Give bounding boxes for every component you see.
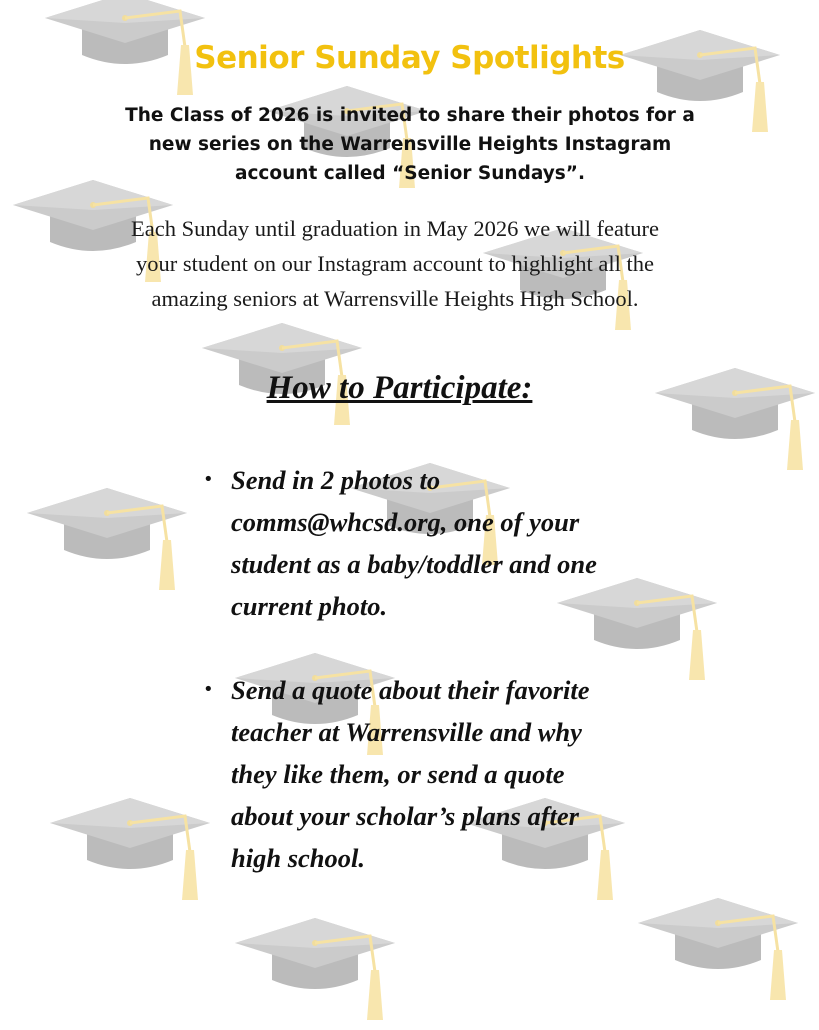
section-heading: How to Participate: <box>266 370 533 406</box>
bullet-icon: • <box>203 469 214 490</box>
participation-steps <box>203 459 623 879</box>
list-item <box>203 669 623 879</box>
step-text: Send a quote about their favorite teacher at Warrensville and why they like them, or send a quote about your scholar’s plans after high school. <box>231 675 590 873</box>
step-text: Send in 2 photos to comms@whcsd.org, one of your student as a baby/toddler and one current photo. <box>231 465 597 621</box>
list-item <box>203 459 623 627</box>
intro-text: The Class of 2026 is invited to share their photos for a new series on the Warrensville Heights Instagram account called “Senior Sundays”. <box>125 105 695 184</box>
page-title: Senior Sunday Spotlights <box>194 40 625 76</box>
bullet-icon: • <box>203 679 214 700</box>
description-text: Each Sunday until graduation in May 2026 we will feature your student on our Instagram account to highlight all the amazing seniors at Warrensville Heights High School. <box>131 216 659 311</box>
